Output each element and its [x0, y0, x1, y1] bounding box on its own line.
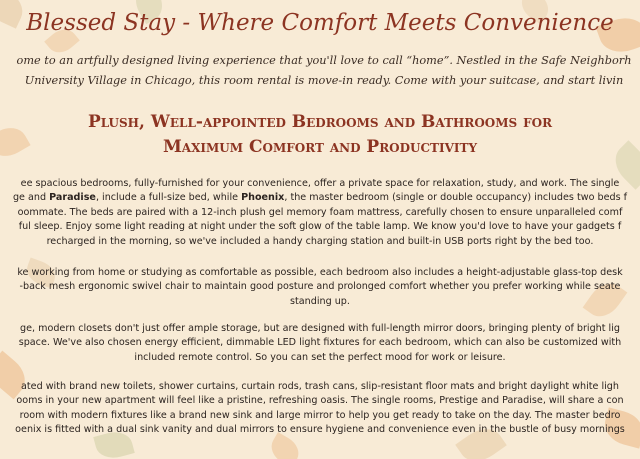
- bedrooms-paragraph: [0, 177, 640, 249]
- section-heading-line: Plush, Well-appointed Bedrooms and Bathrooms for: [87, 112, 553, 132]
- text-span: ge and: [12, 192, 50, 204]
- paragraph-line: ful sleep. Enjoy some light reading at night under the soft glow of the table lamp. We know you'd love to have your gadgets f: [18, 221, 622, 233]
- paragraph-line: [0, 191, 640, 205]
- paragraph-line: ooms in your new apartment will feel like a pristine, refreshing oasis. The single rooms, Prestige and Paradise, will share a con: [16, 395, 624, 407]
- text-span: , include a full-size bed, while: [95, 192, 242, 204]
- intro-line: University Village in Chicago, this room rental is move-in ready. Come with your suitcase, and start livin: [24, 74, 624, 87]
- room-name-phoenix: Phoenix: [241, 192, 285, 204]
- text-span: , the master bedroom (single or double occupancy) includes two beds f: [284, 192, 628, 204]
- page-title: Blessed Stay - Where Comfort Meets Convenience: [26, 10, 614, 36]
- paragraph-line: oenix is fitted with a dual sink vanity and dual mirrors to ensure hygiene and convenience even in the bustle of busy mornings: [15, 424, 625, 436]
- intro-text: [0, 51, 640, 91]
- paragraph-line: ated with brand new toilets, shower curtains, curtain rods, trash cans, slip-resistant floor mats and bright daylight white ligh: [21, 381, 619, 392]
- paragraph-line: recharged in the morning, so we've included a handy charging station and built-in USB ports right by the bed too.: [46, 235, 594, 247]
- section-heading: [0, 110, 640, 160]
- paragraph-line: room with modern fixtures like a brand new sink and large mirror to help you get ready to take on the day. The master bedro: [19, 409, 621, 421]
- paragraph-line: -back mesh ergonomic swivel chair to maintain good posture and prolonged comfort whether you prefer working while seate: [19, 281, 621, 293]
- paragraph-line: space. We've also chosen energy efficient, dimmable LED light fixtures for each bedroom, which can also be customized with: [18, 337, 622, 349]
- paragraph-line: oommate. The beds are paired with a 12-inch plush gel memory foam mattress, carefully chosen to ensure unparalleled comf: [17, 206, 623, 218]
- paragraph-line: standing up.: [290, 295, 350, 307]
- paragraph-line: included remote control. So you can set the perfect mood for work or leisure.: [134, 351, 506, 363]
- room-name-paradise: Paradise: [49, 192, 96, 204]
- intro-line: ome to an artfully designed living experience that you'll love to call “home”. Nestled in the Safe Neighborh: [16, 54, 632, 67]
- paragraph-line: ee spacious bedrooms, fully-furnished for your convenience, offer a private space for relaxation, study, and work. The single: [20, 178, 620, 189]
- paragraph-line: ke working from home or studying as comfortable as possible, each bedroom also includes a height-adjustable glass-top desk: [17, 267, 623, 278]
- closets-paragraph: [0, 322, 640, 365]
- paragraph-line: ge, modern closets don't just offer ample storage, but are designed with full-length mirror doors, bringing plenty of bright lig: [20, 323, 620, 334]
- bathrooms-paragraph: [0, 380, 640, 438]
- workspace-paragraph: [0, 266, 640, 309]
- section-heading-line: Maximum Comfort and Productivity: [162, 137, 478, 157]
